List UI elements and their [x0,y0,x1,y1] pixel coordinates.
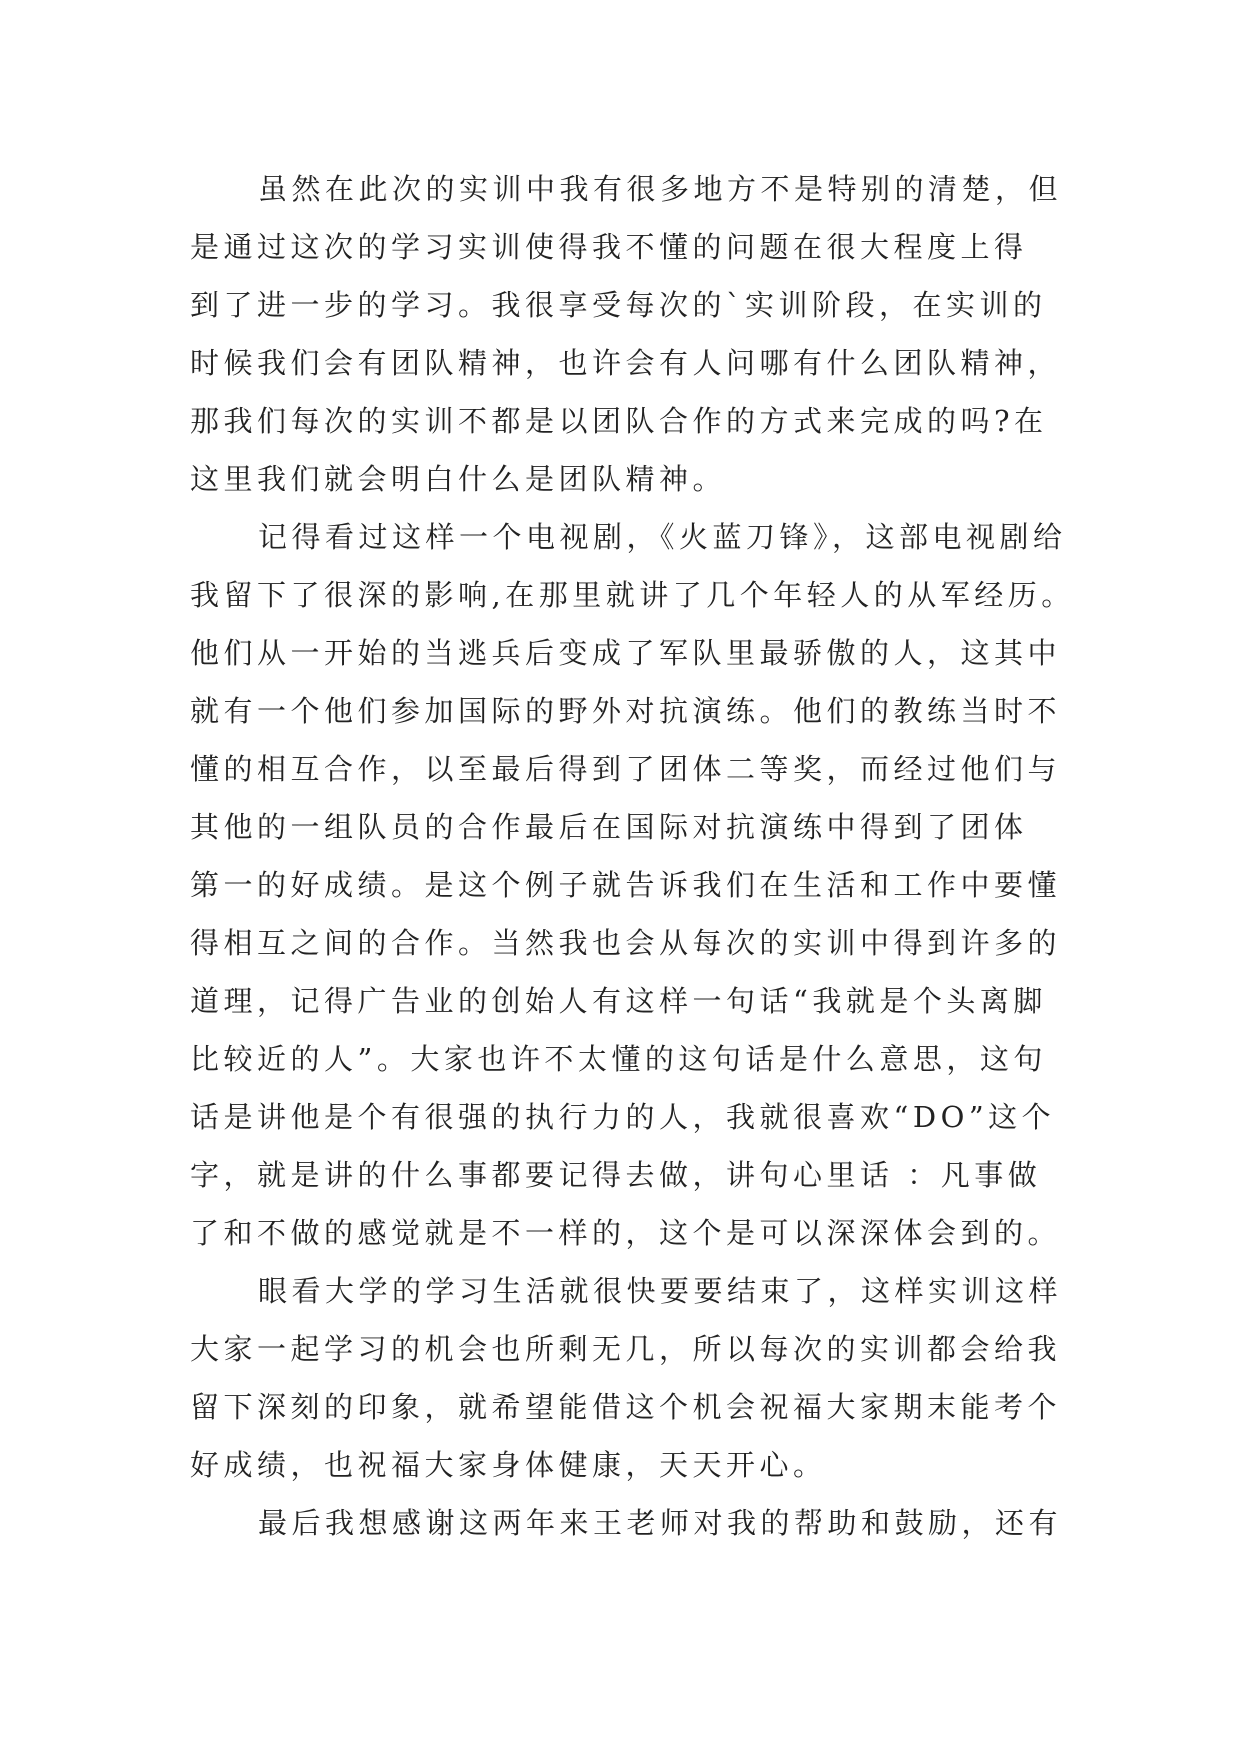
text-line: 时候我们会有团队精神，也许会有人问哪有什么团队精神， [190,346,1062,380]
text-line: 留下深刻的印象，就希望能借这个机会祝福大家期末能考个 [190,1390,1062,1424]
paragraph-2 [190,508,1075,1262]
text-line: 最后我想感谢这两年来王老师对我的帮助和鼓励，还有 [258,1506,1063,1540]
text-line: 其他的一组队员的合作最后在国际对抗演练中得到了团体 [190,810,1028,844]
text-line: 懂的相互合作，以至最后得到了团体二等奖，而经过他们与 [190,752,1062,786]
text-line: 好成绩，也祝福大家身体健康，天天开心。 [190,1448,827,1482]
text-line: 那我们每次的实训不都是以团队合作的方式来完成的吗?在 [190,404,1048,438]
text-line: 得相互之间的合作。当然我也会从每次的实训中得到许多的 [190,926,1062,960]
text-line: 我留下了很深的影响,在那里就讲了几个年轻人的从军经历。 [190,578,1075,612]
text-line: 第一的好成绩。是这个例子就告诉我们在生活和工作中要懂 [190,868,1062,902]
text-line: 了和不做的感觉就是不一样的，这个是可以深深体会到的。 [190,1216,1062,1250]
text-line: 大家一起学习的机会也所剩无几，所以每次的实训都会给我 [190,1332,1062,1366]
paragraph-4 [190,1494,1070,1552]
text-line: 比较近的人”。大家也许不太懂的这句话是什么意思，这句 [190,1042,1047,1076]
paragraph-3 [190,1262,1070,1494]
text-line: 是通过这次的学习实训使得我不懂的问题在很大程度上得 [190,230,1028,264]
text-line: 话是讲他是个有很强的执行力的人，我就很喜欢“DO”这个 [190,1100,1056,1134]
body-text [190,160,1075,1552]
text-line: 眼看大学的学习生活就很快要要结束了，这样实训这样 [258,1274,1063,1308]
text-line: 就有一个他们参加国际的野外对抗演练。他们的教练当时不 [190,694,1062,728]
text-line: 虽然在此次的实训中我有很多地方不是特别的清楚，但 [258,172,1063,206]
text-line: 记得看过这样一个电视剧，《火蓝刀锋》，这部电视剧给 [258,520,1067,554]
text-line: 这里我们就会明白什么是团队精神。 [190,462,727,496]
text-line: 到了进一步的学习。我很享受每次的`实训阶段，在实训的 [190,288,1047,322]
paragraph-1 [190,160,1070,508]
text-line: 道理，记得广告业的创始人有这样一句话“我就是个头离脚 [190,984,1047,1018]
text-line: 字，就是讲的什么事都要记得去做，讲句心里话 ：凡事做 [190,1158,1042,1192]
text-line: 他们从一开始的当逃兵后变成了军队里最骄傲的人，这其中 [190,636,1062,670]
